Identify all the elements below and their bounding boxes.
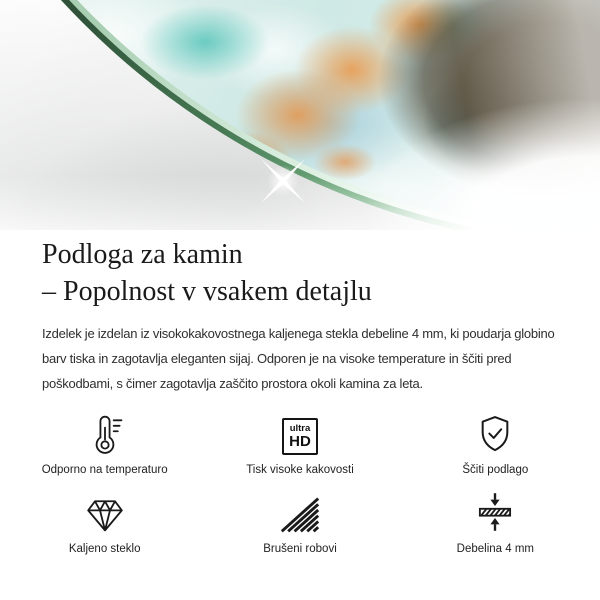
thermometer-icon — [84, 411, 126, 455]
feature-thickness — [398, 490, 593, 555]
product-description: Izdelek je izdelan iz visokokakovostnega kaljenega stekla debeline 4 mm, ki poudarja globino barv tiska in zagotavlja eleganten sijaj. Odporen je na visoke temperature in ščiti pred poškodbami, s čimer zagotavlja zaščito prostora okoli kamina za leta. — [42, 326, 555, 391]
feature-label: Odporno na temperaturo — [41, 464, 168, 476]
title-line-1: Podloga za kamin — [42, 239, 243, 270]
feature-protects — [398, 411, 593, 476]
title-line-2: – Popolnost v vsakem detajlu — [42, 276, 372, 307]
feature-label: Ščiti podlago — [462, 464, 529, 476]
ultra-hd-text-bottom: HD — [289, 433, 311, 450]
feature-label: Kaljeno steklo — [68, 543, 141, 555]
sparkle-highlight-icon — [251, 149, 315, 213]
ultra-hd-text-top: ultra — [289, 423, 311, 434]
feature-label: Tisk visoke kakovosti — [246, 464, 354, 476]
feature-label: Brušeni robovi — [263, 543, 337, 555]
feature-beveled-edges — [202, 490, 397, 555]
feature-label: Debelina 4 mm — [456, 543, 534, 555]
shield-check-icon — [474, 411, 516, 455]
feature-grid — [7, 411, 593, 555]
ultra-hd-icon — [282, 411, 318, 455]
feature-print-quality — [202, 411, 397, 476]
feature-temperature — [7, 411, 202, 476]
thickness-icon — [473, 490, 517, 534]
product-image-glass-pad — [0, 0, 600, 230]
feature-tempered-glass — [7, 490, 202, 555]
page-title — [42, 236, 558, 310]
diamond-icon — [83, 490, 127, 534]
beveled-edges-icon — [278, 490, 322, 534]
